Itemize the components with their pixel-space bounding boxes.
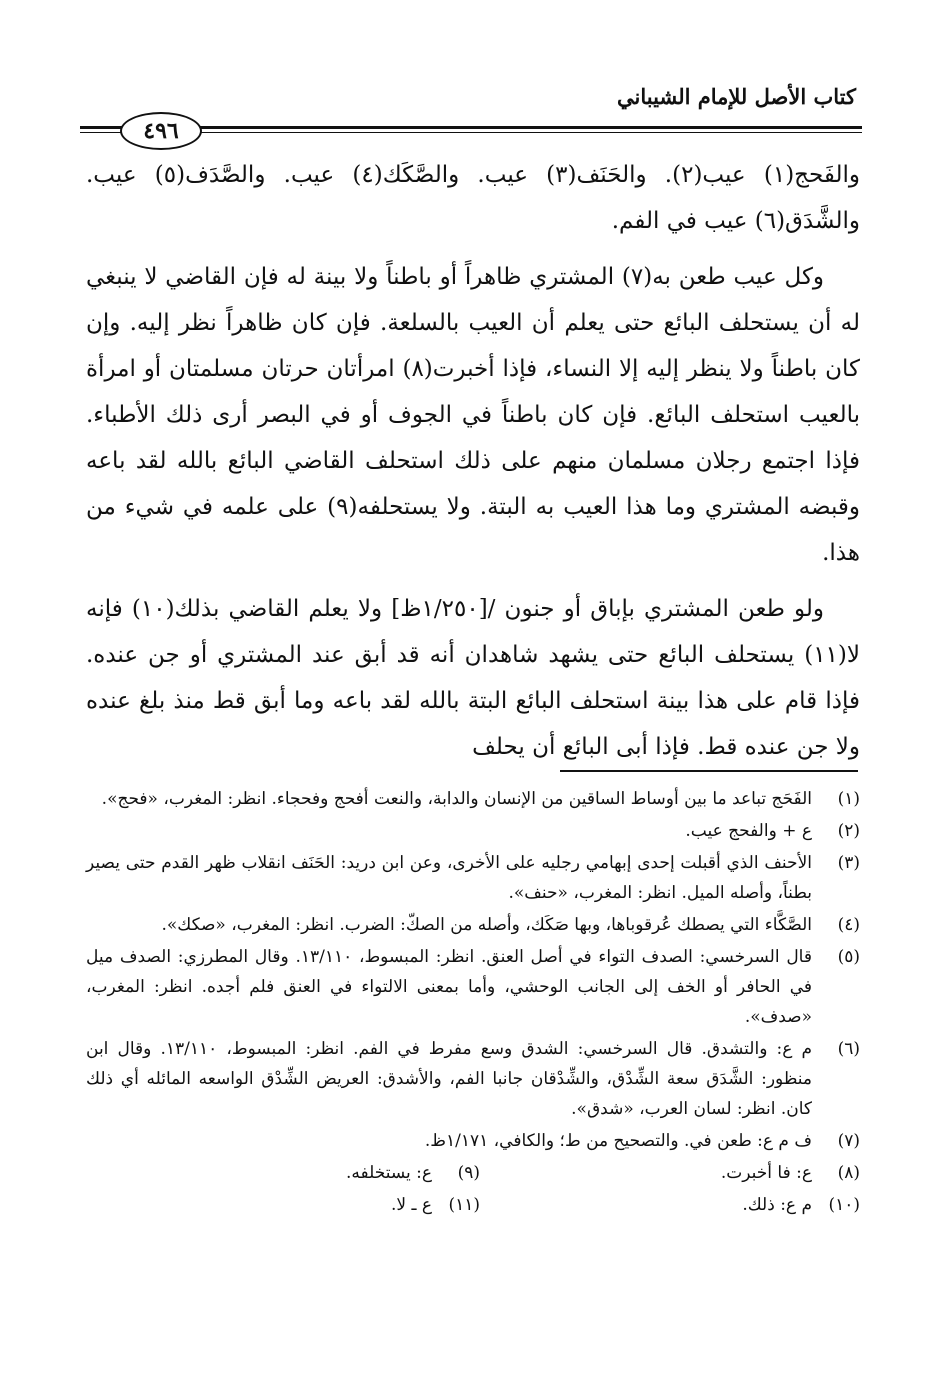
footnote-text: ع: يستخلفه. bbox=[345, 1163, 432, 1183]
footnote-text: الصَّكَّاء التي يصطك عُرقوباها، وبها صَكَك، وأصله من الصكّ: الضرب. انظر: المغرب، «صكك». bbox=[161, 915, 812, 935]
footnote-pair bbox=[86, 1190, 860, 1220]
footnote bbox=[86, 942, 860, 1032]
footnote bbox=[100, 1190, 480, 1220]
footnote bbox=[86, 816, 860, 846]
footnote-text: الأحنف الذي أقبلت إحدى إبهامي رجليه على الأخرى، وعن ابن دريد: الحَنَف انقلاب ظهر القدم حتى يصير بطناً، وأصله الميل. انظر: المغرب، «حنف». bbox=[86, 853, 812, 903]
footnote-number: (٨) bbox=[837, 1163, 860, 1183]
footnote-pair bbox=[86, 1158, 860, 1188]
footnote-text: م ع: ذلك. bbox=[742, 1195, 812, 1215]
footnote-number: (٦) bbox=[837, 1039, 860, 1059]
footnote-number: (١) bbox=[837, 789, 860, 809]
footnote-text: ف م ع: طعن في. والتصحيح من ط؛ والكافي، ١/١٧١ظ. bbox=[424, 1131, 812, 1151]
running-title: كتاب الأصل للإمام الشيباني bbox=[617, 84, 856, 109]
footnote-number: (٧) bbox=[837, 1131, 860, 1151]
main-text bbox=[86, 152, 860, 780]
footnote-number: (٤) bbox=[837, 915, 860, 935]
page-number-badge: ٤٩٦ bbox=[120, 112, 202, 150]
footnote-separator bbox=[560, 770, 858, 772]
paragraph: وكل عيب طعن به(٧) المشتري ظاهراً أو باطناً ولا بينة له فإن القاضي لا ينبغي له أن يستحلف البائع حتى يعلم أن العيب بالسلعة. فإن كان ظاهراً نظر إليه. وإن كان باطناً ولا ينظر إليه إلا النساء، فإذا أخبرت(٨) امرأتان حرتان مسلمتان أو امرأة بالعيب استحلف البائع. فإن كان باطناً في الجوف أو في البصر أرى ذلك الأطباء. فإذا اجتمع رجلان مسلمان منهم على ذلك استحلف القاضي البائع بالله لقد باعه وقبضه المشتري وما هذا العيب به البتة. ولا يستحلفه(٩) على علمه في شيء من هذا. bbox=[86, 264, 860, 566]
footnote bbox=[86, 910, 860, 940]
paragraph: ولو طعن المشتري بإباق أو جنون /[١/٢٥٠ظ] ولا يعلم القاضي بذلك(١٠) فإنه لا(١١) يستحلف البائع حتى يشهد شاهدان أنه قد أبق عند المشتري أو جن عنده. فإذا قام على هذا بينة استحلف البائع البتة بالله لقد باعه وما أبق قط منذ بلغ عنده ولا جن عنده قط. فإذا أبى البائع أن يحلف bbox=[86, 596, 860, 760]
footnote-text: قال السرخسي: الصدف التواء في أصل العنق. انظر: المبسوط، ١٣/١١٠. وقال المطرزي: الصدف ميل في الحافر أو الخف إلى الجانب الوحشي، وأما بمعنى الالتواء في العنق فلم أجده. انظر: المغرب، «صدف». bbox=[86, 947, 812, 1027]
page-header bbox=[80, 82, 862, 152]
footnote-number: (١٠) bbox=[828, 1195, 860, 1215]
footnote bbox=[86, 1126, 860, 1156]
footnote-text: م ع: والتشدق. قال السرخسي: الشدق وسع مفرط في الفم. انظر: المبسوط، ١٣/١١٠. وقال ابن منظور: الشَّدَق سعة الشِّدْق، والشِّدْقان جانبا الفم، والأشدق: العريض الشِّدْق الواسعه المائله أي ذلك كان. انظر: لسان العرب، «شدق». bbox=[86, 1039, 812, 1119]
footnote bbox=[86, 1034, 860, 1124]
footnote bbox=[100, 1158, 480, 1188]
footnote-text: ع + والفحج عيب. bbox=[685, 821, 812, 841]
footnote-number: (٥) bbox=[837, 947, 860, 967]
footnote-text: الفَحَج تباعد ما بين أوساط الساقين من الإنسان والدابة، والنعت أفحج وفحجاء. انظر: المغرب، «فحج». bbox=[101, 789, 812, 809]
paragraph: والفَحج(١) عيب(٢). والحَنَف(٣) عيب. والصَّكَك(٤) عيب. والصَّدَف(٥) عيب. والشَّدَق(٦) عيب في الفم. bbox=[86, 162, 860, 234]
footnote bbox=[480, 1190, 860, 1220]
footnote-text: ع ـ لا. bbox=[390, 1195, 432, 1215]
footnote bbox=[480, 1158, 860, 1188]
footnote bbox=[86, 848, 860, 908]
footnotes bbox=[86, 784, 860, 1222]
footnote-text: ع: فا أخبرت. bbox=[720, 1163, 812, 1183]
footnote-number: (٩) bbox=[457, 1163, 480, 1183]
footnote-number: (٢) bbox=[837, 821, 860, 841]
footnote-number: (٣) bbox=[837, 853, 860, 873]
footnote bbox=[86, 784, 860, 814]
footnote-number: (١١) bbox=[448, 1195, 480, 1215]
